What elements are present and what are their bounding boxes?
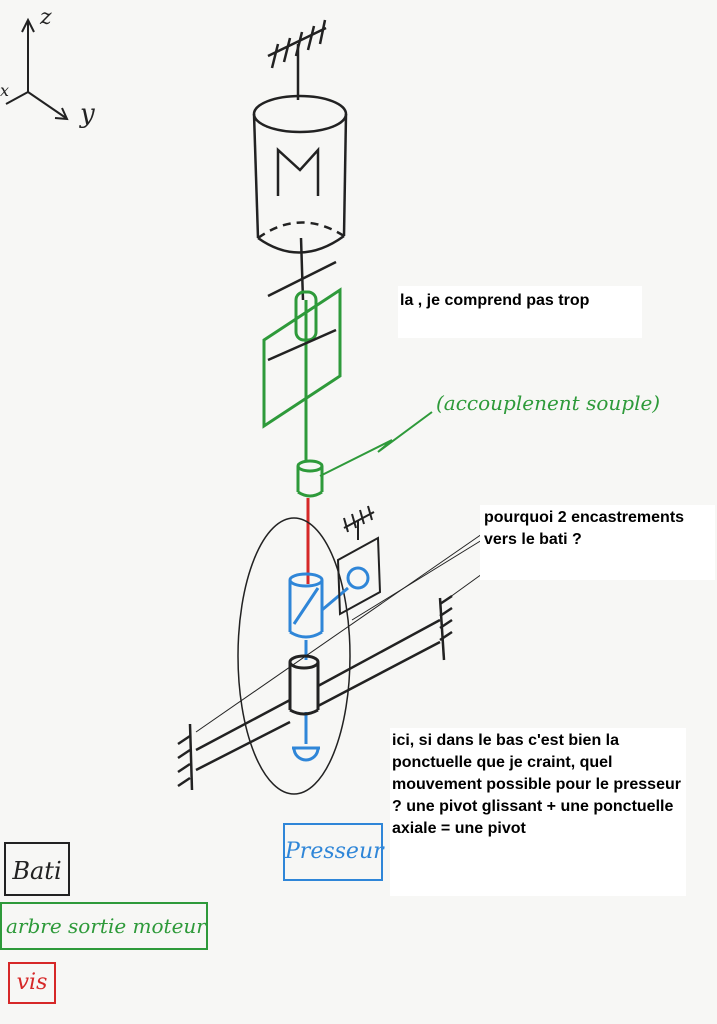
motor-cylinder [254, 96, 346, 253]
axis-z-label: z [40, 5, 52, 30]
note-middle: pourquoi 2 encastrements vers le bati ? [480, 505, 715, 580]
coupling-plate [264, 290, 340, 462]
coupling-small-cylinder [298, 461, 322, 496]
legend-bati: Bati [4, 842, 70, 896]
coupling-leader-line [320, 412, 432, 476]
legend-arbre-sortie-moteur: arbre sortie moteur [0, 902, 208, 950]
guide-cylinder [290, 656, 318, 714]
presseur-label: Presseur [283, 823, 383, 881]
axis-x-label: x [0, 81, 10, 100]
legend-vis: vis [8, 962, 56, 1004]
coupling-label: (accouplenent souple) [436, 391, 661, 415]
axis-y-label: y [80, 99, 95, 129]
note-top: la , je comprend pas trop [398, 286, 642, 338]
axes-triad [6, 20, 67, 119]
top-ground-symbol [268, 20, 326, 100]
note-bottom: ici, si dans le bas c'est bien la ponctuelle que je craint, quel mouvement possible pour le presseur ? une pivot glissant + une ponctuelle axiale = une pivot [390, 728, 686, 896]
